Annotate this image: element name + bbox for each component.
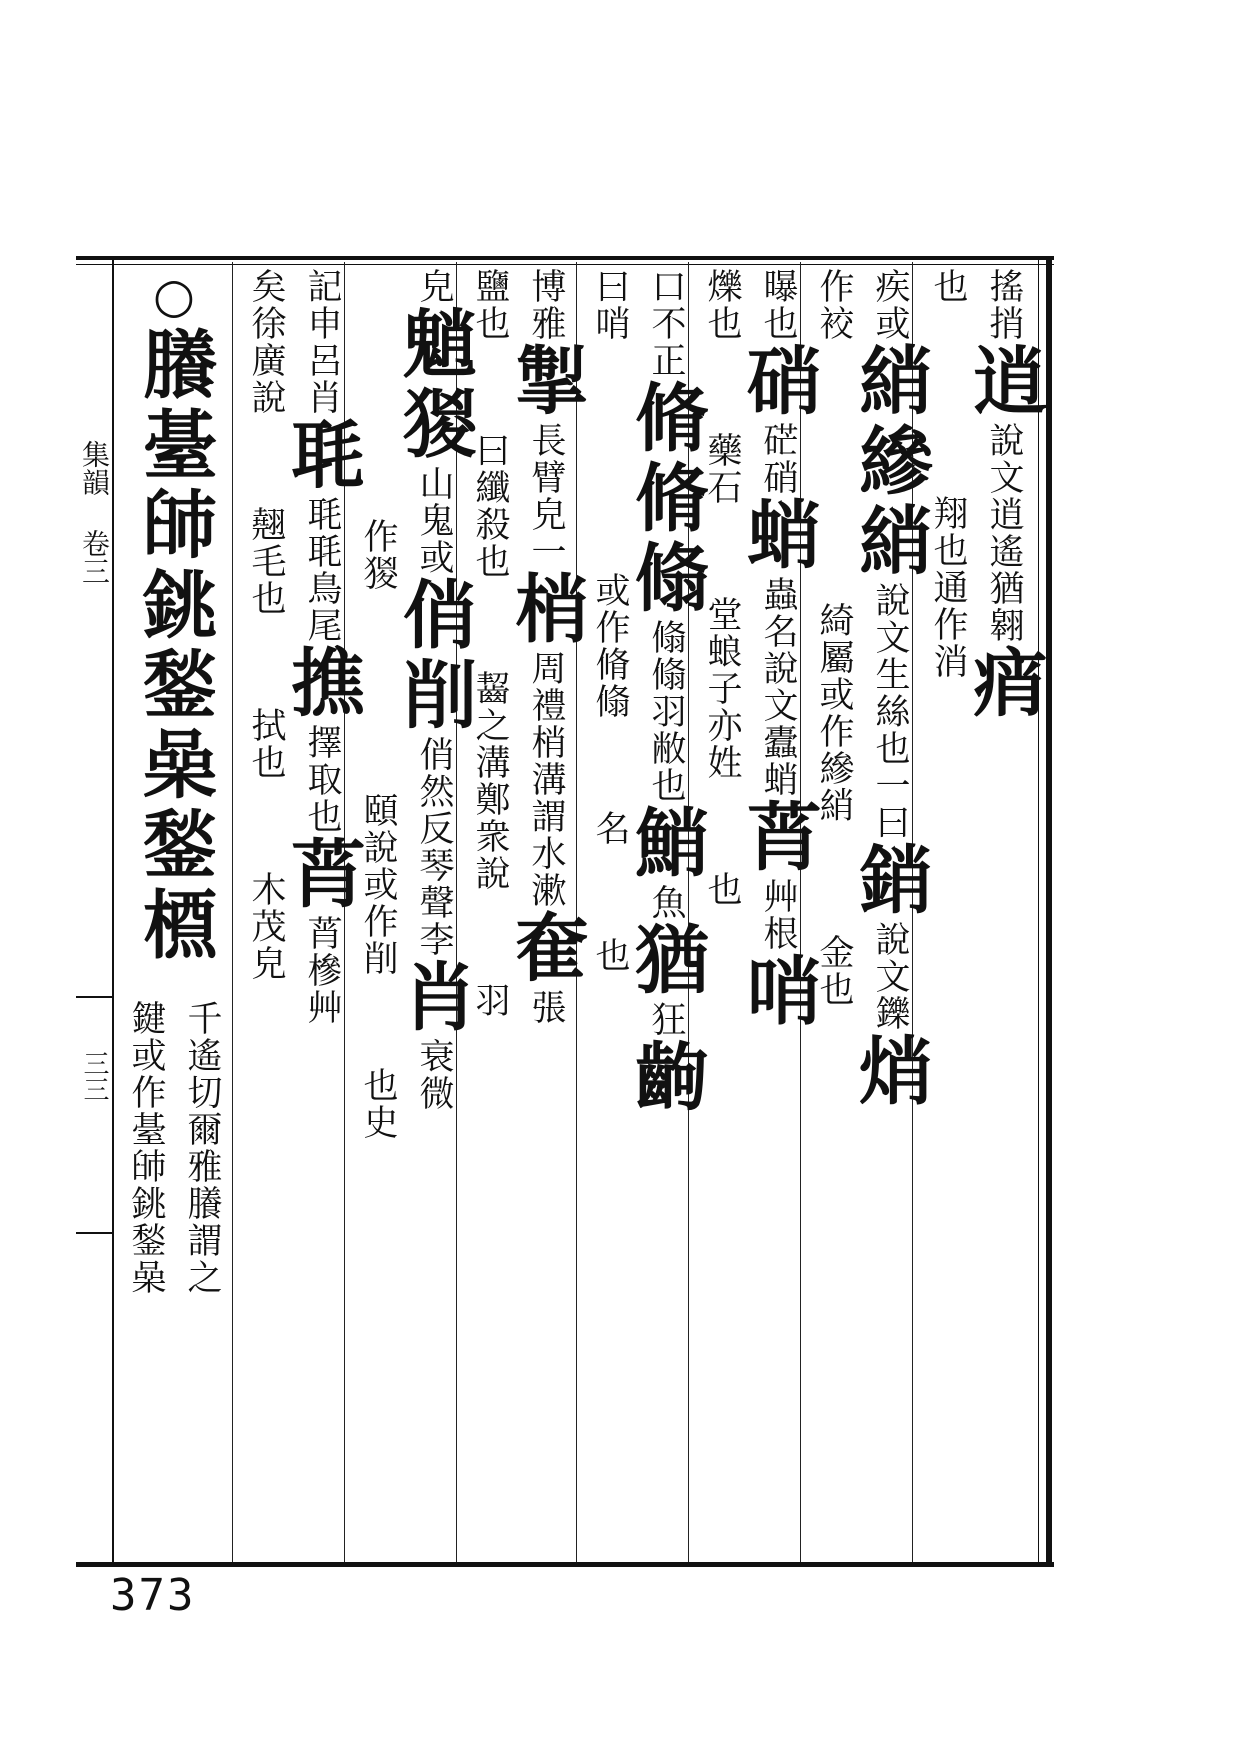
annotation: 翛翛羽敝也 [646,619,686,804]
headword: 奞 [503,909,589,989]
annotation: 名 [590,810,630,847]
headword: 銷 [847,841,933,921]
annotation: 口不正 [646,268,686,379]
text-column-6 [350,268,477,1558]
headword: 猶 [623,921,709,1001]
annotation: 硭硝 [758,422,798,496]
annotation: 翹毛也 [246,506,286,617]
headword: 撨 [279,644,365,724]
annotation: 山鬼或 [414,465,454,576]
annotation: 也 [702,871,742,908]
headword: 俏削 [391,576,477,736]
annotation: 魚 [646,884,686,921]
annotation: 木茂皃 [246,871,286,982]
margin-tick [76,1232,112,1234]
page-number: 373 [110,1570,196,1621]
headword: 齣 [623,1038,709,1118]
annotation: 莦槮艸 [302,915,342,1026]
annotation: 作䘨 [814,268,854,342]
annotation: 金也 [814,934,854,1008]
text-column-2 [806,268,933,1558]
annotation: 記申呂肖 [302,268,342,416]
annotation: 張 [526,989,566,1026]
annotation: 俏然反琴聲李 [414,736,454,958]
annotation: 曝也 [758,268,798,342]
annotation: 鹽也 [470,268,510,342]
annotation: 綺屬或作縿綃 [814,602,854,824]
headword: 莦 [735,798,821,878]
annotation: 鍵或作䑓䑔銚鍫喿 [126,1000,166,1296]
headword: 莦 [279,835,365,915]
margin-page-number: 三三 [79,1050,109,1102]
headword: 毦 [279,416,365,496]
headword: 掣 [503,342,589,422]
text-column-4 [582,268,709,1558]
annotation: 羽 [470,982,510,1019]
annotation: 頤說或作削 [358,792,398,977]
annotation: 翔也通作消 [928,495,968,680]
annotation: 曰哨 [590,268,630,342]
frame-left-inner-border [112,256,114,1566]
annotation: 作猣 [358,518,398,592]
margin-title: 集韻 卷三 [78,440,111,585]
annotation: 爍也 [702,268,742,342]
headword: 䑆䑓䑔銚鍫喿鍫槱 [131,326,217,966]
text-column-7 [238,268,365,1558]
annotation: 拭也 [246,707,286,781]
headword: 焇 [847,1032,933,1112]
annotation: 說文生絲也一曰 [870,582,910,841]
frame-right-border [1046,256,1052,1566]
annotation: 堂蜋子亦姓 [702,596,742,781]
headword: 肖 [391,958,477,1038]
frame-top-border [76,256,1054,260]
headword: 逍 [961,342,1047,422]
circle-mark: ○ [146,268,202,326]
annotation: 藥石 [702,432,742,506]
annotation: 艸根 [758,878,798,952]
headword: 梢 [503,570,589,650]
annotation: 或作脩翛 [590,572,630,720]
annotation: 曰纖殺也 [470,432,510,580]
annotation: 說文鑠 [870,921,910,1032]
headword: 脩脩翛 [623,379,709,619]
headword: 硝 [735,342,821,422]
text-column-1 [920,268,1047,1558]
frame-bottom-border [76,1562,1054,1567]
annotation: 狂 [646,1001,686,1038]
text-column-8-notes [118,1000,230,1560]
headword: 蛸 [735,496,821,576]
annotation: 博雅 [526,268,566,342]
annotation: 千遙切爾雅䑆謂之 [182,1000,222,1296]
annotation: 矣徐廣說 [246,268,286,416]
annotation: 也 [590,937,630,974]
annotation: 長臂皃一 [526,422,566,570]
annotation: 也 [928,268,968,305]
annotation: 擇取也 [302,724,342,835]
frame-right-inner-border [1038,256,1039,1566]
column-rule [232,262,233,1562]
headword: 痟 [961,644,1047,724]
annotation: 搖捎 [984,268,1024,342]
annotation: 毦毦鳥尾 [302,496,342,644]
annotation: 衰微 [414,1038,454,1112]
text-column-3 [694,268,821,1558]
headword: 鮹 [623,804,709,884]
annotation: 皃 [414,268,454,305]
annotation: 也史 [358,1067,398,1141]
text-column-5 [462,268,589,1558]
margin-tick [76,996,112,998]
annotation: 說文逍遙猶翱 [984,422,1024,644]
annotation: 蟲名說文蠹蛸 [758,576,798,798]
annotation: 周禮梢溝謂水漱 [526,650,566,909]
frame-top-inner-border [76,264,1054,265]
headword: 哨 [735,952,821,1032]
headword: 綃縿綃 [847,342,933,582]
headword: 魈猣 [391,305,477,465]
annotation: 疾或 [870,268,910,342]
annotation: 齧之溝鄭衆說 [470,670,510,892]
